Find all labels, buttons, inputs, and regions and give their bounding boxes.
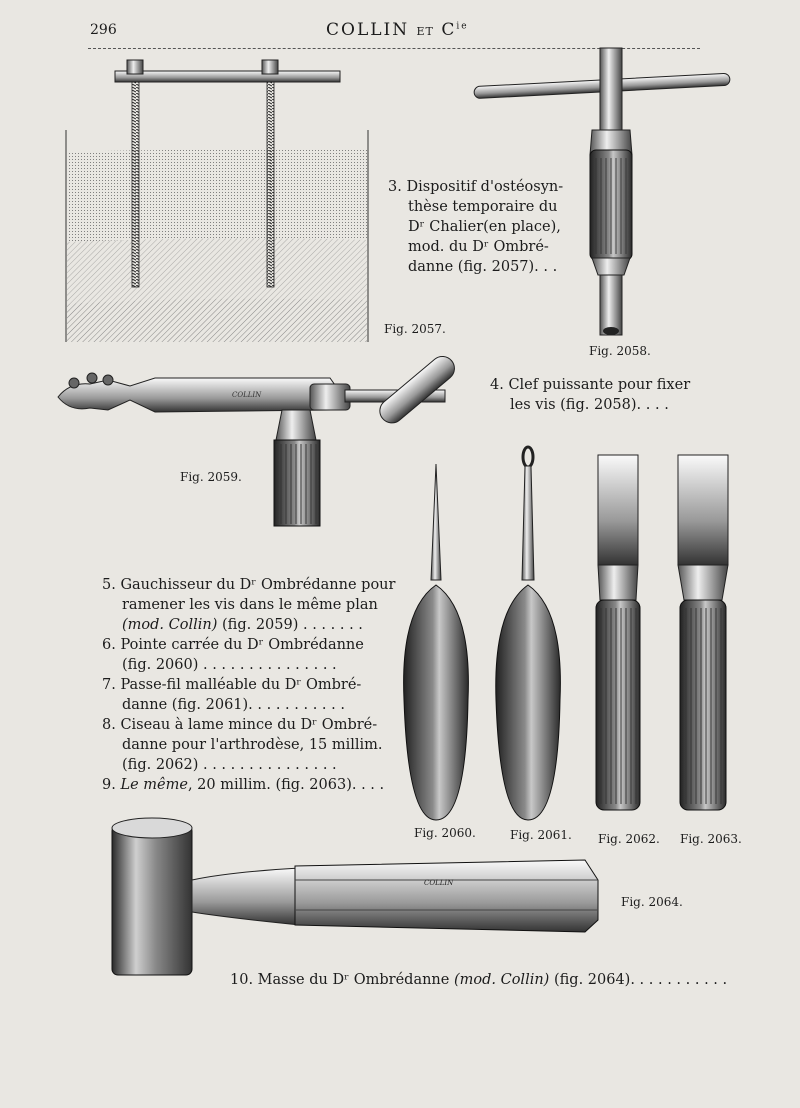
caption-4-line2: les vis (fig. 2058). . . .	[510, 397, 669, 413]
fig-2057-label: Fig. 2057.	[384, 322, 446, 336]
caption-9-name: Le même	[120, 777, 188, 793]
caption-5-model: (mod. Collin)	[122, 617, 218, 633]
caption-9-number: 9.	[102, 777, 121, 793]
fig-2058-label: Fig. 2058.	[589, 344, 651, 358]
caption-10-figref: (fig. 2064). . . . . . . . . . .	[549, 972, 728, 988]
fig-2059-label: Fig. 2059.	[180, 470, 242, 484]
fig-2059-stamp: COLLIN	[232, 391, 262, 399]
fig-2063-label: Fig. 2063.	[680, 832, 742, 846]
caption-6-line2: (fig. 2060) . . . . . . . . . . . . . . .	[122, 657, 337, 673]
caption-10-model: (mod. Collin)	[453, 972, 550, 988]
fig-2064-label: Fig. 2064.	[621, 895, 683, 909]
caption-3-line4: mod. du Dʳ Ombré-	[408, 239, 549, 255]
publisher-co-sup: ie	[456, 21, 469, 32]
fig-2061-label: Fig. 2061.	[510, 828, 572, 842]
fig-2062-label: Fig. 2062.	[598, 832, 660, 846]
fig-2064-stamp: COLLIN	[424, 879, 454, 887]
publisher-name: COLLIN	[326, 20, 410, 40]
caption-5-line2: ramener les vis dans le même plan	[122, 597, 378, 613]
publisher-et: ET	[416, 25, 434, 38]
caption-3-line2: thèse temporaire du	[408, 199, 558, 215]
page-number: 296	[90, 22, 117, 38]
caption-7-line2: danne (fig. 2061). . . . . . . . . . .	[122, 697, 345, 713]
caption-9-figref: , 20 millim. (fig. 2063). . . .	[187, 777, 385, 793]
caption-3-line3: Dʳ Chalier(en place),	[408, 219, 561, 235]
caption-7-line1: 7. Passe-fil malléable du Dʳ Ombré-	[102, 677, 362, 693]
caption-item-10	[230, 970, 727, 990]
caption-6-line1: 6. Pointe carrée du Dʳ Ombrédanne	[102, 637, 364, 653]
caption-5-figref: (fig. 2059) . . . . . . .	[217, 617, 363, 633]
caption-3-line5: danne (fig. 2057). . .	[408, 259, 558, 275]
publisher-co: C	[441, 20, 457, 40]
caption-8-line2: danne pour l'arthrodèse, 15 millim.	[122, 737, 383, 753]
caption-8-line3: (fig. 2062) . . . . . . . . . . . . . . .	[122, 757, 337, 773]
caption-4-line1: 4. Clef puissante pour fixer	[490, 377, 691, 393]
caption-5-line1: 5. Gauchisseur du Dʳ Ombrédanne pour	[102, 577, 396, 593]
caption-3-line1: 3. Dispositif d'ostéosyn-	[388, 179, 564, 195]
fig-2060-label: Fig. 2060.	[414, 826, 476, 840]
caption-8-line1: 8. Ciseau à lame mince du Dʳ Ombré-	[102, 717, 378, 733]
caption-10-text: 10. Masse du Dʳ Ombrédanne	[230, 972, 454, 988]
caption-10-line1	[230, 970, 727, 990]
